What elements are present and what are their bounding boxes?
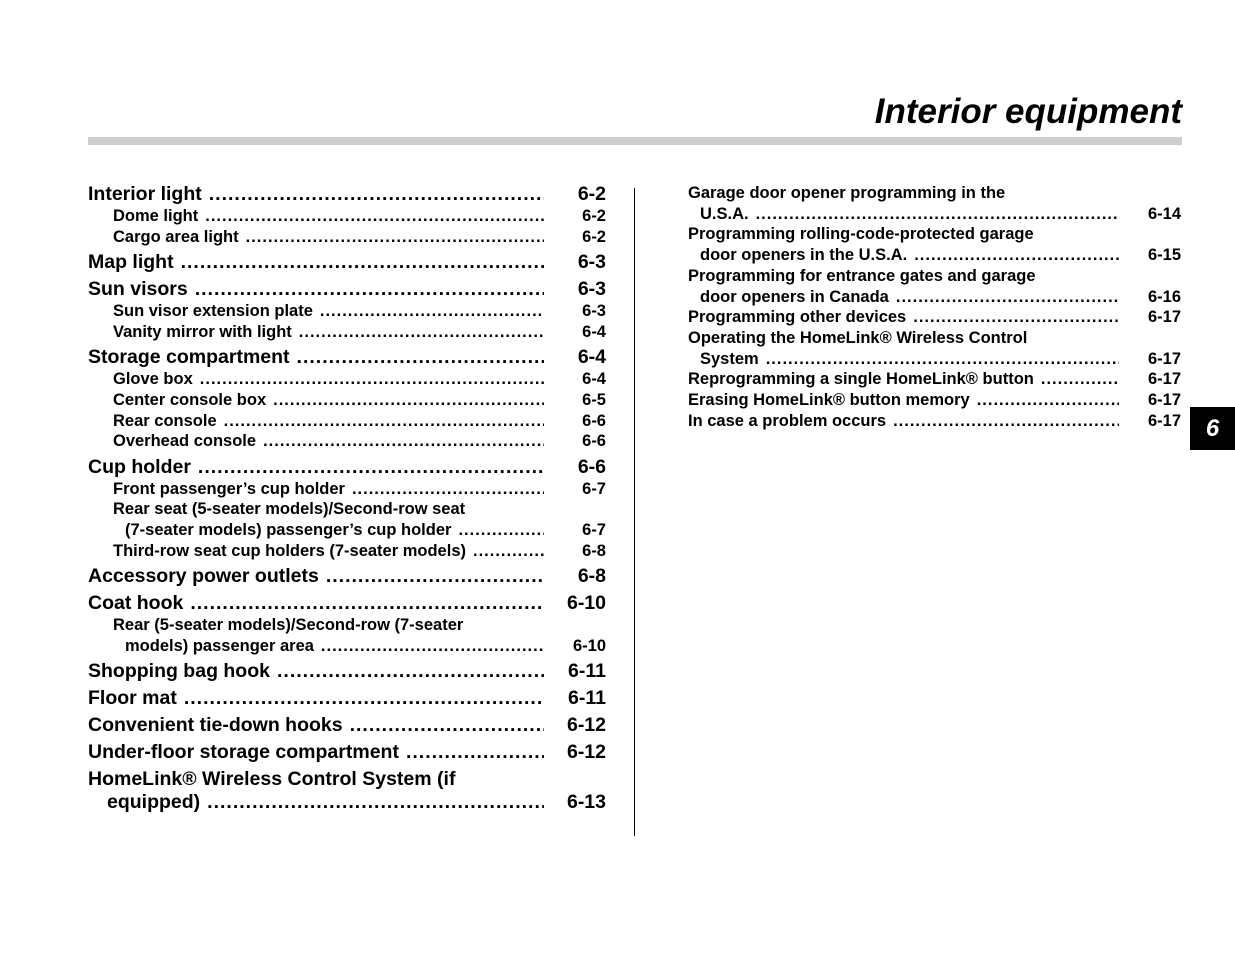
toc-entry-interior-light[interactable] xyxy=(88,183,606,206)
toc-entry-page: 6-17 xyxy=(1147,349,1181,368)
toc-entry-page: 6-12 xyxy=(566,741,606,764)
toc-entry-title-line2: equipped) xyxy=(107,791,201,814)
toc-entry-page: 6-6 xyxy=(582,432,606,451)
toc-left-column xyxy=(88,183,606,814)
leader-dots xyxy=(352,479,544,500)
toc-entry-page: 6-8 xyxy=(582,541,606,560)
leader-dots xyxy=(913,307,1119,328)
toc-entry-page: 6-8 xyxy=(577,565,606,588)
column-divider xyxy=(634,188,635,836)
toc-right-column xyxy=(688,183,1181,431)
toc-entry-rolling-code[interactable] xyxy=(688,224,1181,265)
toc-entry-title: Front passenger’s cup holder xyxy=(113,479,345,498)
toc-entry-title-line2: U.S.A. xyxy=(700,204,749,223)
toc-entry-title-line2: System xyxy=(700,349,759,368)
toc-entry-reprogramming-button[interactable] xyxy=(688,369,1181,390)
leader-dots xyxy=(473,541,544,562)
toc-entry-page: 6-2 xyxy=(582,207,606,225)
toc-entry-page: 6-17 xyxy=(1147,308,1181,327)
toc-entry-title-line1: Rear seat (5-seater models)/Second-row seat xyxy=(113,500,466,519)
leader-dots xyxy=(896,287,1119,308)
toc-entry-title-line1: Programming rolling-code-protected garage xyxy=(688,225,1034,244)
leader-dots xyxy=(321,636,544,657)
toc-entry-page: 6-14 xyxy=(1147,204,1181,223)
toc-entry-third-row-cup-holders[interactable] xyxy=(88,541,606,562)
leader-dots xyxy=(181,251,544,274)
toc-entry-page: 6-3 xyxy=(577,278,606,301)
toc-entry-title: Vanity mirror with light xyxy=(113,322,292,341)
leader-dots xyxy=(458,520,544,541)
toc-entry-title-line2: door openers in Canada xyxy=(700,287,889,306)
toc-entry-title: Cup holder xyxy=(88,455,191,478)
toc-entry-title-line2: models) passenger area xyxy=(125,636,314,655)
toc-entry-title: Coat hook xyxy=(88,592,184,615)
leader-dots xyxy=(190,592,544,615)
leader-dots xyxy=(273,390,544,411)
leader-dots xyxy=(299,322,544,343)
toc-entry-sun-visors[interactable] xyxy=(88,278,606,301)
toc-entry-title-line1: Programming for entrance gates and garage xyxy=(688,266,1036,285)
leader-dots xyxy=(263,431,544,452)
toc-entry-page: 6-4 xyxy=(582,322,606,341)
toc-entry-title-line1: Garage door opener programming in the xyxy=(688,184,1006,202)
toc-entry-title: Dome light xyxy=(113,207,199,225)
toc-entry-page: 6-10 xyxy=(566,592,606,615)
leader-dots xyxy=(977,390,1119,411)
toc-entry-page: 6-11 xyxy=(568,660,606,683)
toc-entry-page: 6-10 xyxy=(572,636,606,655)
toc-entry-sun-visor-extension-plate[interactable] xyxy=(88,301,606,322)
leader-dots xyxy=(277,660,544,683)
chapter-number: 6 xyxy=(1205,414,1220,442)
leader-dots xyxy=(326,565,544,588)
leader-dots xyxy=(756,204,1119,225)
leader-dots xyxy=(914,245,1119,266)
leader-dots xyxy=(766,349,1119,370)
leader-dots xyxy=(297,346,544,369)
toc-entry-page: 6-5 xyxy=(582,390,606,409)
leader-dots xyxy=(406,741,544,764)
toc-entry-page: 6-16 xyxy=(1147,287,1181,306)
toc-entry-problem-occurs[interactable] xyxy=(688,411,1181,432)
toc-entry-title: Erasing HomeLink® button memory xyxy=(688,391,970,410)
toc-entry-accessory-power-outlets[interactable] xyxy=(88,565,606,588)
toc-entry-title: Third-row seat cup holders (7-seater models) xyxy=(113,541,466,560)
toc-entry-page: 6-11 xyxy=(568,687,606,710)
toc-entry-title-line2: door openers in the U.S.A. xyxy=(700,246,908,265)
toc-entry-title: Floor mat xyxy=(88,687,177,710)
toc-entry-title-line1: Operating the HomeLink® Wireless Control xyxy=(688,328,1028,347)
toc-entry-page: 6-2 xyxy=(577,183,606,205)
toc-entry-other-devices[interactable] xyxy=(688,307,1181,328)
leader-dots xyxy=(224,411,544,432)
leader-dots xyxy=(195,278,544,301)
toc-entry-title: Rear console xyxy=(113,411,217,430)
toc-entry-title-line1: Rear (5-seater models)/Second-row (7-seater xyxy=(113,616,464,635)
toc-entry-vanity-mirror[interactable] xyxy=(88,322,606,343)
toc-entry-page: 6-4 xyxy=(577,346,606,369)
toc-entry-erasing-memory[interactable] xyxy=(688,390,1181,411)
toc-entry-operating-homelink[interactable] xyxy=(688,328,1181,369)
toc-entry-garage-door-usa[interactable] xyxy=(688,183,1181,224)
leader-dots xyxy=(184,687,544,710)
leader-dots xyxy=(205,206,544,227)
leader-dots xyxy=(200,369,544,390)
toc-entry-title: Center console box xyxy=(113,390,267,409)
toc-entry-title: Overhead console xyxy=(113,432,257,451)
toc-entry-front-passenger-cup-holder[interactable] xyxy=(88,479,606,500)
leader-dots xyxy=(246,227,544,248)
toc-entry-page: 6-3 xyxy=(582,302,606,321)
toc-entry-homelink[interactable] xyxy=(88,768,606,814)
toc-entry-title: Storage compartment xyxy=(88,346,290,369)
toc-entry-title: Sun visors xyxy=(88,278,188,301)
toc-entry-dome-light[interactable] xyxy=(88,206,606,227)
toc-entry-page: 6-15 xyxy=(1147,246,1181,265)
toc-entry-tie-down-hooks[interactable] xyxy=(88,714,606,737)
toc-entry-rear-seat-cup-holder[interactable] xyxy=(88,499,606,540)
toc-entry-page: 6-17 xyxy=(1147,370,1181,389)
toc-entry-title: Interior light xyxy=(88,183,202,205)
leader-dots xyxy=(320,301,544,322)
toc-entry-title-line1: HomeLink® Wireless Control System (if xyxy=(88,768,456,791)
leader-dots xyxy=(209,183,544,206)
toc-entry-title: Reprogramming a single HomeLink® button xyxy=(688,370,1034,389)
toc-entry-page: 6-3 xyxy=(577,251,606,274)
toc-entry-page: 6-17 xyxy=(1147,411,1181,430)
toc-entry-title: Sun visor extension plate xyxy=(113,302,313,321)
toc-entry-page: 6-6 xyxy=(582,411,606,430)
toc-entry-title: Glove box xyxy=(113,370,193,389)
toc-entry-title: Map light xyxy=(88,251,174,274)
toc-entry-title-line2: (7-seater models) passenger’s cup holder xyxy=(125,520,452,539)
toc-entry-storage-compartment[interactable] xyxy=(88,346,606,369)
leader-dots xyxy=(1041,369,1119,390)
toc-entry-title: Shopping bag hook xyxy=(88,660,270,683)
chapter-tab[interactable] xyxy=(1190,407,1235,450)
toc-entry-rear-console[interactable] xyxy=(88,411,606,432)
chapter-title: Interior equipment xyxy=(874,92,1182,131)
toc-entry-page: 6-4 xyxy=(582,370,606,389)
toc-entry-coat-hook[interactable] xyxy=(88,592,606,615)
toc-entry-title: Programming other devices xyxy=(688,308,907,327)
toc-entry-rear-passenger-area[interactable] xyxy=(88,615,606,656)
toc-entry-title: Accessory power outlets xyxy=(88,565,319,588)
leader-dots xyxy=(893,411,1119,432)
toc-entry-canada-programming[interactable] xyxy=(688,266,1181,307)
toc-entry-title: In case a problem occurs xyxy=(688,411,887,430)
toc-entry-glove-box[interactable] xyxy=(88,369,606,390)
toc-entry-page: 6-2 xyxy=(582,227,606,246)
toc-entry-page: 6-12 xyxy=(566,714,606,737)
toc-entry-title: Cargo area light xyxy=(113,227,239,246)
toc-entry-title: Convenient tie-down hooks xyxy=(88,714,343,737)
toc-entry-overhead-console[interactable] xyxy=(88,431,606,452)
toc-entry-map-light[interactable] xyxy=(88,251,606,274)
leader-dots xyxy=(350,714,544,737)
toc-entry-page: 6-7 xyxy=(582,479,606,498)
toc-entry-center-console-box[interactable] xyxy=(88,390,606,411)
title-rule xyxy=(88,137,1182,145)
toc-entry-page: 6-17 xyxy=(1147,391,1181,410)
toc-entry-cup-holder[interactable] xyxy=(88,456,606,479)
toc-entry-page: 6-13 xyxy=(566,791,606,814)
leader-dots xyxy=(198,456,544,479)
toc-entry-under-floor-storage[interactable] xyxy=(88,741,606,764)
toc-entry-page: 6-6 xyxy=(577,455,606,478)
toc-entry-title: Under-floor storage compartment xyxy=(88,741,399,764)
toc-entry-shopping-bag-hook[interactable] xyxy=(88,660,606,683)
toc-entry-cargo-area-light[interactable] xyxy=(88,227,606,248)
toc-entry-page: 6-7 xyxy=(582,520,606,539)
leader-dots xyxy=(207,791,544,814)
toc-entry-floor-mat[interactable] xyxy=(88,687,606,710)
